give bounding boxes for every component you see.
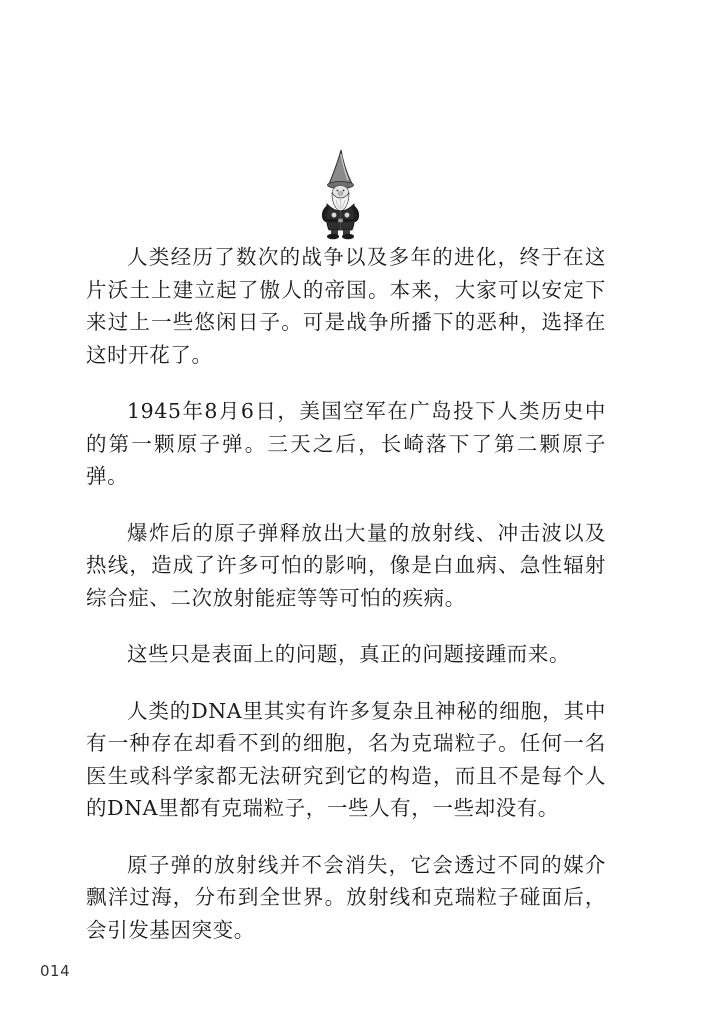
paragraph-gene-mutation: 原子弹的放射线并不会消失，它会透过不同的媒介飘洋过海，分布到全世界。放射线和克瑞粒子碰面后，会引发基因突变。 [86,852,606,942]
paragraph-kray-particles: 人类的DNA里其实有许多复杂且神秘的细胞，其中有一种存在却看不到的细胞，名为克瑞粒子。任何一名医生或科学家都无法研究到它的构造，而且不是每个人的DNA里都有克瑞粒子，一些人有，一些却没有。 [86,698,606,820]
paragraph-radiation-effects: 爆炸后的原子弹释放出大量的放射线、冲击波以及热线，造成了许多可怕的影响，像是白血病、急性辐射综合症、二次放射能症等等可怕的疾病。 [86,520,606,610]
page-body [86,241,606,970]
page-number: 014 [40,962,71,980]
paragraph-real-problem: 这些只是表面上的问题，真正的问题接踵而来。 [127,642,571,666]
paragraph-atomic-bomb: 1945年8月6日，美国空军在广岛投下人类历史中的第一颗原子弹。三天之后，长崎落下了第二颗原子弹。 [86,399,606,488]
paragraph-war-and-empire: 人类经历了数次的战争以及多年的进化，终于在这片沃土上建立起了傲人的帝国。本来，大家可以安定下来过上一些悠闲日子。可是战争所播下的恶种，选择在这时开花了。 [86,245,606,367]
gnome-illustration-icon [312,148,368,240]
